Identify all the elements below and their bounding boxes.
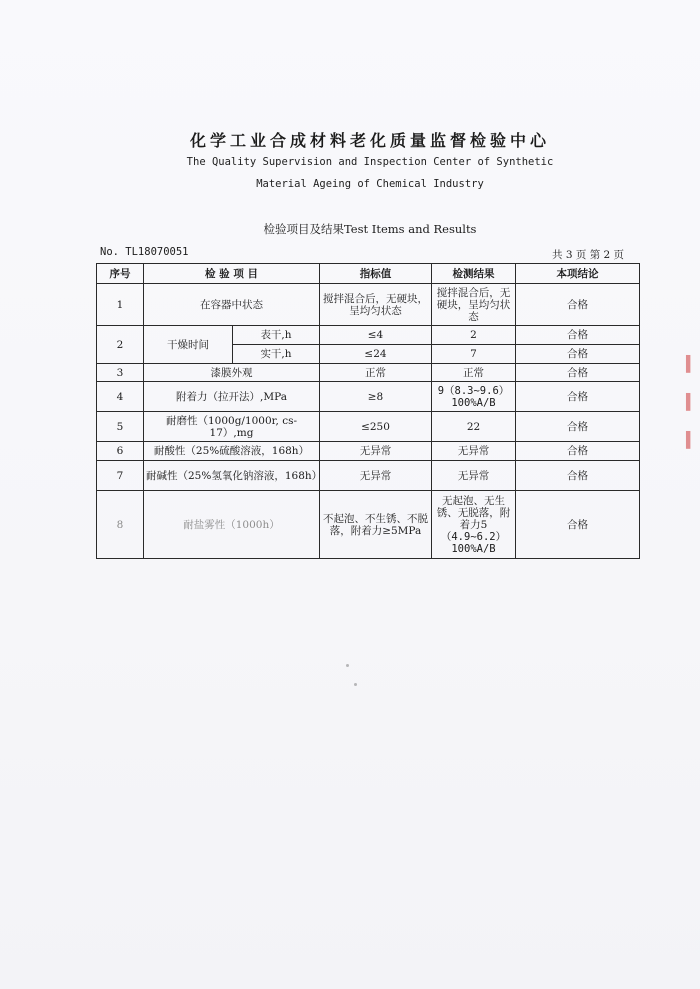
table-row bbox=[97, 382, 640, 412]
row-result: 22 bbox=[432, 412, 516, 442]
table-row bbox=[97, 284, 640, 326]
row-seq: 7 bbox=[97, 461, 144, 491]
row-result: 7 bbox=[432, 345, 516, 364]
result-line: 100%A/B bbox=[451, 542, 496, 555]
row-seq: 6 bbox=[97, 442, 144, 461]
result-line: 9（8.3~9.6） bbox=[437, 384, 510, 397]
page-number-info: 共 3 页 第 2 页 bbox=[552, 249, 625, 261]
row-item: 耐酸性（25%硫酸溶液，168h） bbox=[144, 442, 320, 461]
row-spec: 无异常 bbox=[320, 442, 432, 461]
row-conclusion: 合格 bbox=[516, 345, 640, 364]
result-line: 无起泡、无生锈、无脱落，附着力5 bbox=[436, 494, 511, 531]
row-spec: ≤250 bbox=[320, 412, 432, 442]
row-seq: 8 bbox=[97, 491, 144, 559]
row-result: 2 bbox=[432, 326, 516, 345]
row-conclusion: 合格 bbox=[516, 382, 640, 412]
row-conclusion: 合格 bbox=[516, 461, 640, 491]
row-result: 搅拌混合后，无硬块，呈均匀状态 bbox=[432, 284, 516, 326]
center-title-english-line2: Material Ageing of Chemical Industry bbox=[256, 178, 484, 190]
result-line: （4.9~6.2） bbox=[440, 530, 507, 543]
scan-speck bbox=[354, 683, 357, 686]
row-item: 干燥时间 bbox=[144, 326, 233, 364]
header-conclusion: 本项结论 bbox=[516, 264, 640, 284]
row-item: 附着力（拉开法）,MPa bbox=[144, 382, 320, 412]
table-row bbox=[97, 326, 640, 345]
row-conclusion: 合格 bbox=[516, 491, 640, 559]
row-spec: ≤24 bbox=[320, 345, 432, 364]
header-spec: 指标值 bbox=[320, 264, 432, 284]
row-item: 耐盐雾性（1000h） bbox=[144, 491, 320, 559]
row-seq: 1 bbox=[97, 284, 144, 326]
row-conclusion: 合格 bbox=[516, 364, 640, 382]
row-result: 无异常 bbox=[432, 442, 516, 461]
scan-speck bbox=[346, 664, 349, 667]
report-number: No. TL18070051 bbox=[100, 246, 189, 258]
row-subitem: 实干,h bbox=[233, 345, 320, 364]
table-row bbox=[97, 412, 640, 442]
seal-fragment: ▍ ▍ ▍ bbox=[686, 355, 698, 449]
row-seq: 3 bbox=[97, 364, 144, 382]
row-subitem: 表干,h bbox=[233, 326, 320, 345]
center-title-english-line1: The Quality Supervision and Inspection Center of Synthetic bbox=[186, 156, 554, 168]
row-spec: 无异常 bbox=[320, 461, 432, 491]
row-seq: 5 bbox=[97, 412, 144, 442]
row-spec: 不起泡、不生锈、不脱落，附着力≥5MPa bbox=[320, 491, 432, 559]
row-result: 正常 bbox=[432, 364, 516, 382]
table-row bbox=[97, 491, 640, 559]
center-title-chinese: 化学工业合成材料老化质量监督检验中心 bbox=[189, 131, 550, 150]
row-item: 耐碱性（25%氢氧化钠溶液，168h） bbox=[144, 461, 320, 491]
row-spec: ≥8 bbox=[320, 382, 432, 412]
row-result bbox=[432, 382, 516, 412]
row-result bbox=[432, 491, 516, 559]
table-row bbox=[97, 442, 640, 461]
row-seq: 4 bbox=[97, 382, 144, 412]
row-item: 耐磨性（1000g/1000r, cs-17）,mg bbox=[144, 412, 320, 442]
header-item: 检 验 项 目 bbox=[144, 264, 320, 284]
table-header-row bbox=[97, 264, 640, 284]
table-row bbox=[97, 364, 640, 382]
row-seq: 2 bbox=[97, 326, 144, 364]
row-spec: ≤4 bbox=[320, 326, 432, 345]
row-conclusion: 合格 bbox=[516, 326, 640, 345]
row-conclusion: 合格 bbox=[516, 412, 640, 442]
row-item: 漆膜外观 bbox=[144, 364, 320, 382]
row-item: 在容器中状态 bbox=[144, 284, 320, 326]
row-conclusion: 合格 bbox=[516, 442, 640, 461]
table-row bbox=[97, 461, 640, 491]
header-seq: 序号 bbox=[97, 264, 144, 284]
row-conclusion: 合格 bbox=[516, 284, 640, 326]
row-spec: 搅拌混合后，无硬块，呈均匀状态 bbox=[320, 284, 432, 326]
section-title: 检验项目及结果Test Items and Results bbox=[263, 222, 477, 236]
header-result: 检测结果 bbox=[432, 264, 516, 284]
results-table bbox=[96, 263, 640, 559]
row-spec: 正常 bbox=[320, 364, 432, 382]
row-result: 无异常 bbox=[432, 461, 516, 491]
result-line: 100%A/B bbox=[451, 396, 496, 409]
